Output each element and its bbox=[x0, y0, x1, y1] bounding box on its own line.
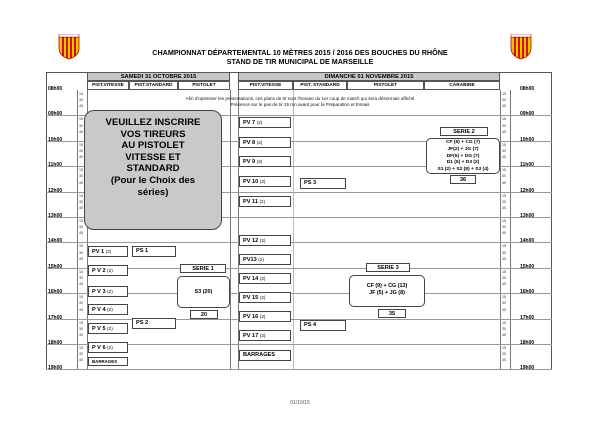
relay-count: (2) bbox=[105, 249, 112, 254]
quarter-label: 15 bbox=[79, 117, 83, 122]
quarter-label: 15 bbox=[502, 92, 506, 96]
relay-pv10 bbox=[239, 176, 291, 187]
divider bbox=[293, 90, 294, 370]
serie-2-line: CF (5) + CG (7) bbox=[445, 140, 481, 145]
quarter-label: 45 bbox=[502, 206, 506, 210]
serie-2-line: JF(2) + JG (7) bbox=[447, 146, 479, 152]
quarter-label: 30 bbox=[502, 123, 506, 128]
quarter-label: 45 bbox=[502, 231, 506, 236]
day-header-saturday: SAMEDI 31 OCTOBRE 2015 bbox=[87, 72, 230, 81]
quarter-label: 15 bbox=[502, 193, 506, 198]
quarter-label: 15 bbox=[79, 142, 83, 147]
relay-pv3 bbox=[88, 286, 128, 297]
quarter-label: 15 bbox=[79, 92, 83, 96]
serie-2-line: D1 (5) + D3 (2) bbox=[446, 160, 480, 166]
serie-2-line: DF(5) + DG (7) bbox=[446, 153, 480, 159]
quarter-label: 15 bbox=[502, 117, 506, 122]
quarter-label: 30 bbox=[79, 149, 83, 153]
quarter-label: 30 bbox=[502, 352, 506, 357]
relay-pv1 bbox=[88, 246, 128, 257]
quarter-label: 45 bbox=[502, 180, 506, 185]
quarter-label: 30 bbox=[79, 123, 83, 128]
quarter-label: 15 bbox=[79, 219, 83, 223]
quarter-label: 15 bbox=[79, 168, 83, 173]
quarter-label: 45 bbox=[502, 282, 506, 287]
serie-3-line: CF (9) + CG (13) bbox=[366, 283, 408, 289]
info-line-2: Présence sur le pas de tir 15 mn avant pour la Préparation et Essais bbox=[230, 102, 370, 107]
relay-count: (2) bbox=[107, 268, 113, 273]
barrages-sat: BARRAGES bbox=[88, 357, 128, 366]
serie-3-group bbox=[349, 275, 425, 307]
col-sat-standard: PIST.STANDARD bbox=[129, 81, 178, 90]
relay-count: (2) bbox=[258, 257, 264, 262]
quarter-label: 30 bbox=[79, 98, 83, 103]
relay-label: P V 3 bbox=[92, 289, 106, 295]
page-footer: 01/10/15 bbox=[290, 400, 310, 406]
notice-line: VEUILLEZ INSCRIRE bbox=[105, 117, 201, 128]
quarter-label: 45 bbox=[502, 256, 506, 261]
hour-label: 15h00 bbox=[48, 263, 63, 270]
quarter-label: 15 bbox=[79, 193, 83, 198]
quarter-label: 15 bbox=[502, 244, 506, 249]
hour-label: 19h00 bbox=[48, 365, 63, 372]
quarter-label: 30 bbox=[502, 301, 506, 306]
ps4-box: PS 4 bbox=[300, 320, 346, 331]
ps3-box: PS 3 bbox=[300, 178, 346, 189]
serie-3-line: JF (5) + JG (8) bbox=[369, 289, 405, 296]
serie-1-total: 20 bbox=[190, 310, 218, 319]
quarter-label: 45 bbox=[502, 129, 506, 134]
relay-label: PV 15 bbox=[243, 295, 259, 301]
relay-pv17 bbox=[239, 330, 291, 341]
relay-pv11 bbox=[239, 196, 291, 207]
page-subtitle: STAND DE TIR MUNICIPAL DE MARSEILLE bbox=[226, 57, 374, 66]
ps2-box: PS 2 bbox=[132, 318, 176, 329]
hour-label: 09h00 bbox=[520, 111, 535, 118]
relay-label: PV 12 bbox=[243, 238, 259, 244]
quarter-label: 30 bbox=[79, 250, 83, 255]
quarter-label: 45 bbox=[79, 206, 83, 210]
quarter-label: 30 bbox=[502, 326, 506, 331]
relay-pv8 bbox=[239, 137, 291, 148]
hour-label: 13h00 bbox=[520, 213, 535, 219]
relay-pv16 bbox=[239, 311, 291, 322]
relay-label: PV 17 bbox=[243, 333, 259, 339]
col-sat-vitesse: PIST.VITESSE bbox=[87, 81, 129, 90]
quarter-label: 15 bbox=[79, 295, 83, 300]
quarter-label: 45 bbox=[502, 307, 506, 312]
relay-pv4 bbox=[88, 304, 128, 315]
quarter-label: 15 bbox=[502, 168, 506, 173]
notice-line: VITESSE ET bbox=[125, 151, 181, 163]
serie-2-line: S1 (2) + S2 (8) + S3 (4) bbox=[437, 167, 489, 173]
relay-count: (2) bbox=[259, 295, 266, 300]
quarter-label: 45 bbox=[79, 307, 83, 312]
relay-label: P V 6 bbox=[92, 345, 106, 351]
hour-label: 14h00 bbox=[48, 238, 63, 245]
relay-pv15 bbox=[239, 292, 291, 303]
relay-label: P V 2 bbox=[92, 268, 106, 274]
relay-pv2 bbox=[88, 265, 128, 276]
quarter-label: 45 bbox=[79, 333, 83, 337]
divider bbox=[510, 90, 511, 370]
quarter-label: 30 bbox=[502, 199, 506, 204]
quarter-label: 30 bbox=[79, 352, 83, 357]
quarter-label: 30 bbox=[502, 250, 506, 255]
day-header-sunday: DIMANCHE 01 NOVEMBRE 2015 bbox=[238, 72, 500, 81]
hour-label: 15h00 bbox=[520, 263, 535, 270]
relay-pv6 bbox=[88, 342, 128, 353]
relay-count: (2) bbox=[259, 238, 266, 243]
col-sun-carabine: CARABINE bbox=[424, 81, 500, 90]
hour-label: 19h00 bbox=[520, 365, 535, 372]
hour-label: 12h00 bbox=[520, 187, 535, 194]
quarter-label: 30 bbox=[79, 225, 83, 230]
relay-count: (2) bbox=[107, 345, 113, 350]
page-title: CHAMPIONNAT DÉPARTEMENTAL 10 MÈTRES 2015 / 2016 DES BOUCHES DU RHÔNE bbox=[152, 48, 448, 57]
notice-line: STANDARD bbox=[126, 163, 180, 175]
quarter-label: 15 bbox=[79, 244, 83, 249]
hour-label: 18h00 bbox=[520, 340, 535, 346]
hour-label: 16h00 bbox=[48, 289, 63, 296]
notice-line: (Pour le Choix des bbox=[110, 174, 196, 186]
quarter-label: 30 bbox=[502, 149, 506, 153]
hour-label: 12h00 bbox=[48, 187, 63, 194]
hour-line bbox=[46, 369, 552, 370]
relay-count: (2) bbox=[259, 276, 266, 281]
quarter-label: 30 bbox=[502, 276, 506, 280]
club-logo-right bbox=[510, 34, 532, 60]
hour-line bbox=[46, 319, 552, 320]
divider bbox=[238, 90, 239, 370]
divider bbox=[230, 90, 231, 370]
quarter-label: 30 bbox=[79, 199, 83, 204]
barrages-sun: BARRAGES bbox=[239, 350, 291, 361]
relay-pv7 bbox=[239, 117, 291, 128]
info-line-1: Afin d'optimiser les présentations, ces plans de tir sont l'horaire du 1er coup de match qui sera désormais affiché bbox=[185, 96, 415, 101]
divider bbox=[77, 90, 78, 370]
relay-label: PV 9 bbox=[243, 159, 256, 165]
quarter-label: 15 bbox=[79, 320, 83, 325]
serie-2-group bbox=[426, 138, 500, 174]
relay-count: (2) bbox=[259, 333, 266, 338]
quarter-label: 15 bbox=[502, 142, 506, 147]
relay-label: P V 5 bbox=[92, 326, 106, 332]
quarter-label: 30 bbox=[502, 98, 506, 103]
club-logo-left bbox=[58, 34, 80, 60]
shield-icon bbox=[58, 34, 80, 60]
serie-1-label: SERIE 1 bbox=[180, 264, 226, 273]
quarter-label: 45 bbox=[502, 333, 506, 337]
serie-2-total: 36 bbox=[450, 175, 476, 184]
relay-count: (2) bbox=[256, 140, 263, 145]
quarter-label: 15 bbox=[502, 295, 506, 300]
relay-count: (2) bbox=[107, 289, 113, 294]
quarter-label: 45 bbox=[79, 129, 83, 134]
quarter-label: 15 bbox=[502, 320, 506, 325]
quarter-label: 30 bbox=[79, 326, 83, 331]
quarter-label: 45 bbox=[79, 231, 83, 236]
hour-label: 13h00 bbox=[48, 213, 63, 219]
quarter-label: 45 bbox=[79, 282, 83, 287]
quarter-label: 30 bbox=[79, 276, 83, 280]
ps1-box: PS 1 bbox=[132, 246, 176, 257]
quarter-label: 15 bbox=[79, 346, 83, 350]
relay-count: (2) bbox=[259, 314, 266, 319]
relay-pv9 bbox=[239, 156, 291, 167]
relay-label: PV 7 bbox=[243, 120, 256, 126]
relay-label: PV 8 bbox=[243, 140, 256, 146]
hour-label: 11h00 bbox=[48, 162, 62, 169]
hour-label: 10h00 bbox=[520, 136, 535, 143]
serie-3-total: 35 bbox=[378, 309, 406, 318]
col-sun-pistolet: PISTOLET bbox=[347, 81, 424, 90]
relay-label: PV 10 bbox=[243, 179, 259, 185]
relay-pv5 bbox=[88, 323, 128, 334]
hour-label: 16h00 bbox=[520, 289, 535, 296]
relay-label: PV13 bbox=[243, 257, 257, 263]
quarter-label: 15 bbox=[502, 346, 506, 350]
notice-line: AU PISTOLET bbox=[121, 140, 185, 152]
registration-notice bbox=[84, 110, 222, 230]
hour-label: 18h00 bbox=[48, 340, 63, 346]
relay-label: PV 14 bbox=[243, 276, 259, 282]
serie-2-label: SERIE 2 bbox=[440, 127, 488, 136]
quarter-label: 45 bbox=[502, 104, 506, 109]
quarter-label: 45 bbox=[79, 180, 83, 185]
hour-label: 08h00 bbox=[48, 86, 63, 92]
relay-count: (2) bbox=[107, 307, 113, 312]
relay-label: PV 11 bbox=[243, 199, 258, 205]
relay-count: (2) bbox=[259, 179, 266, 184]
quarter-label: 15 bbox=[502, 269, 506, 274]
quarter-label: 45 bbox=[79, 256, 83, 261]
quarter-label: 30 bbox=[502, 225, 506, 230]
serie-3-label: SERIE 3 bbox=[366, 263, 410, 272]
quarter-label: 30 bbox=[79, 301, 83, 306]
relay-count: (2) bbox=[259, 199, 266, 204]
relay-count: (2) bbox=[256, 159, 263, 164]
col-sat-pistolet: PISTOLET bbox=[178, 81, 230, 90]
relay-label: PV 1 bbox=[92, 249, 105, 255]
quarter-label: 30 bbox=[502, 174, 506, 179]
hour-line bbox=[46, 242, 552, 243]
quarter-label: 15 bbox=[79, 269, 83, 274]
notice-line: séries) bbox=[137, 186, 169, 198]
relay-label: PV 16 bbox=[243, 314, 259, 320]
shield-icon bbox=[510, 34, 532, 60]
quarter-label: 45 bbox=[79, 104, 83, 109]
hour-label: 08h00 bbox=[520, 86, 535, 92]
notice-line: VOS TIREURS bbox=[120, 128, 186, 140]
hour-label: 11h00 bbox=[520, 162, 534, 169]
relay-pv12 bbox=[239, 235, 291, 246]
serie-1-group: S3 (20) bbox=[177, 276, 230, 308]
hour-label: 17h00 bbox=[520, 314, 535, 321]
col-sun-vitesse: PIST.VITESSE bbox=[238, 81, 293, 90]
divider bbox=[500, 90, 501, 370]
quarter-label: 45 bbox=[79, 358, 83, 363]
hour-label: 17h00 bbox=[48, 314, 63, 321]
quarter-label: 30 bbox=[79, 174, 83, 179]
relay-pv14 bbox=[239, 273, 291, 284]
hour-label: 09h00 bbox=[48, 111, 63, 118]
quarter-label: 45 bbox=[502, 155, 506, 160]
relay-pv13 bbox=[239, 254, 291, 265]
hour-label: 14h00 bbox=[520, 238, 535, 245]
relay-count: (2) bbox=[107, 326, 113, 331]
quarter-label: 45 bbox=[79, 155, 83, 160]
quarter-label: 15 bbox=[502, 219, 506, 223]
relay-count: (2) bbox=[256, 120, 263, 125]
quarter-label: 45 bbox=[502, 358, 506, 363]
relay-label: P V 4 bbox=[92, 307, 106, 313]
hour-label: 10h00 bbox=[48, 136, 63, 143]
col-sun-standard: PIST. STANDARD bbox=[293, 81, 347, 90]
